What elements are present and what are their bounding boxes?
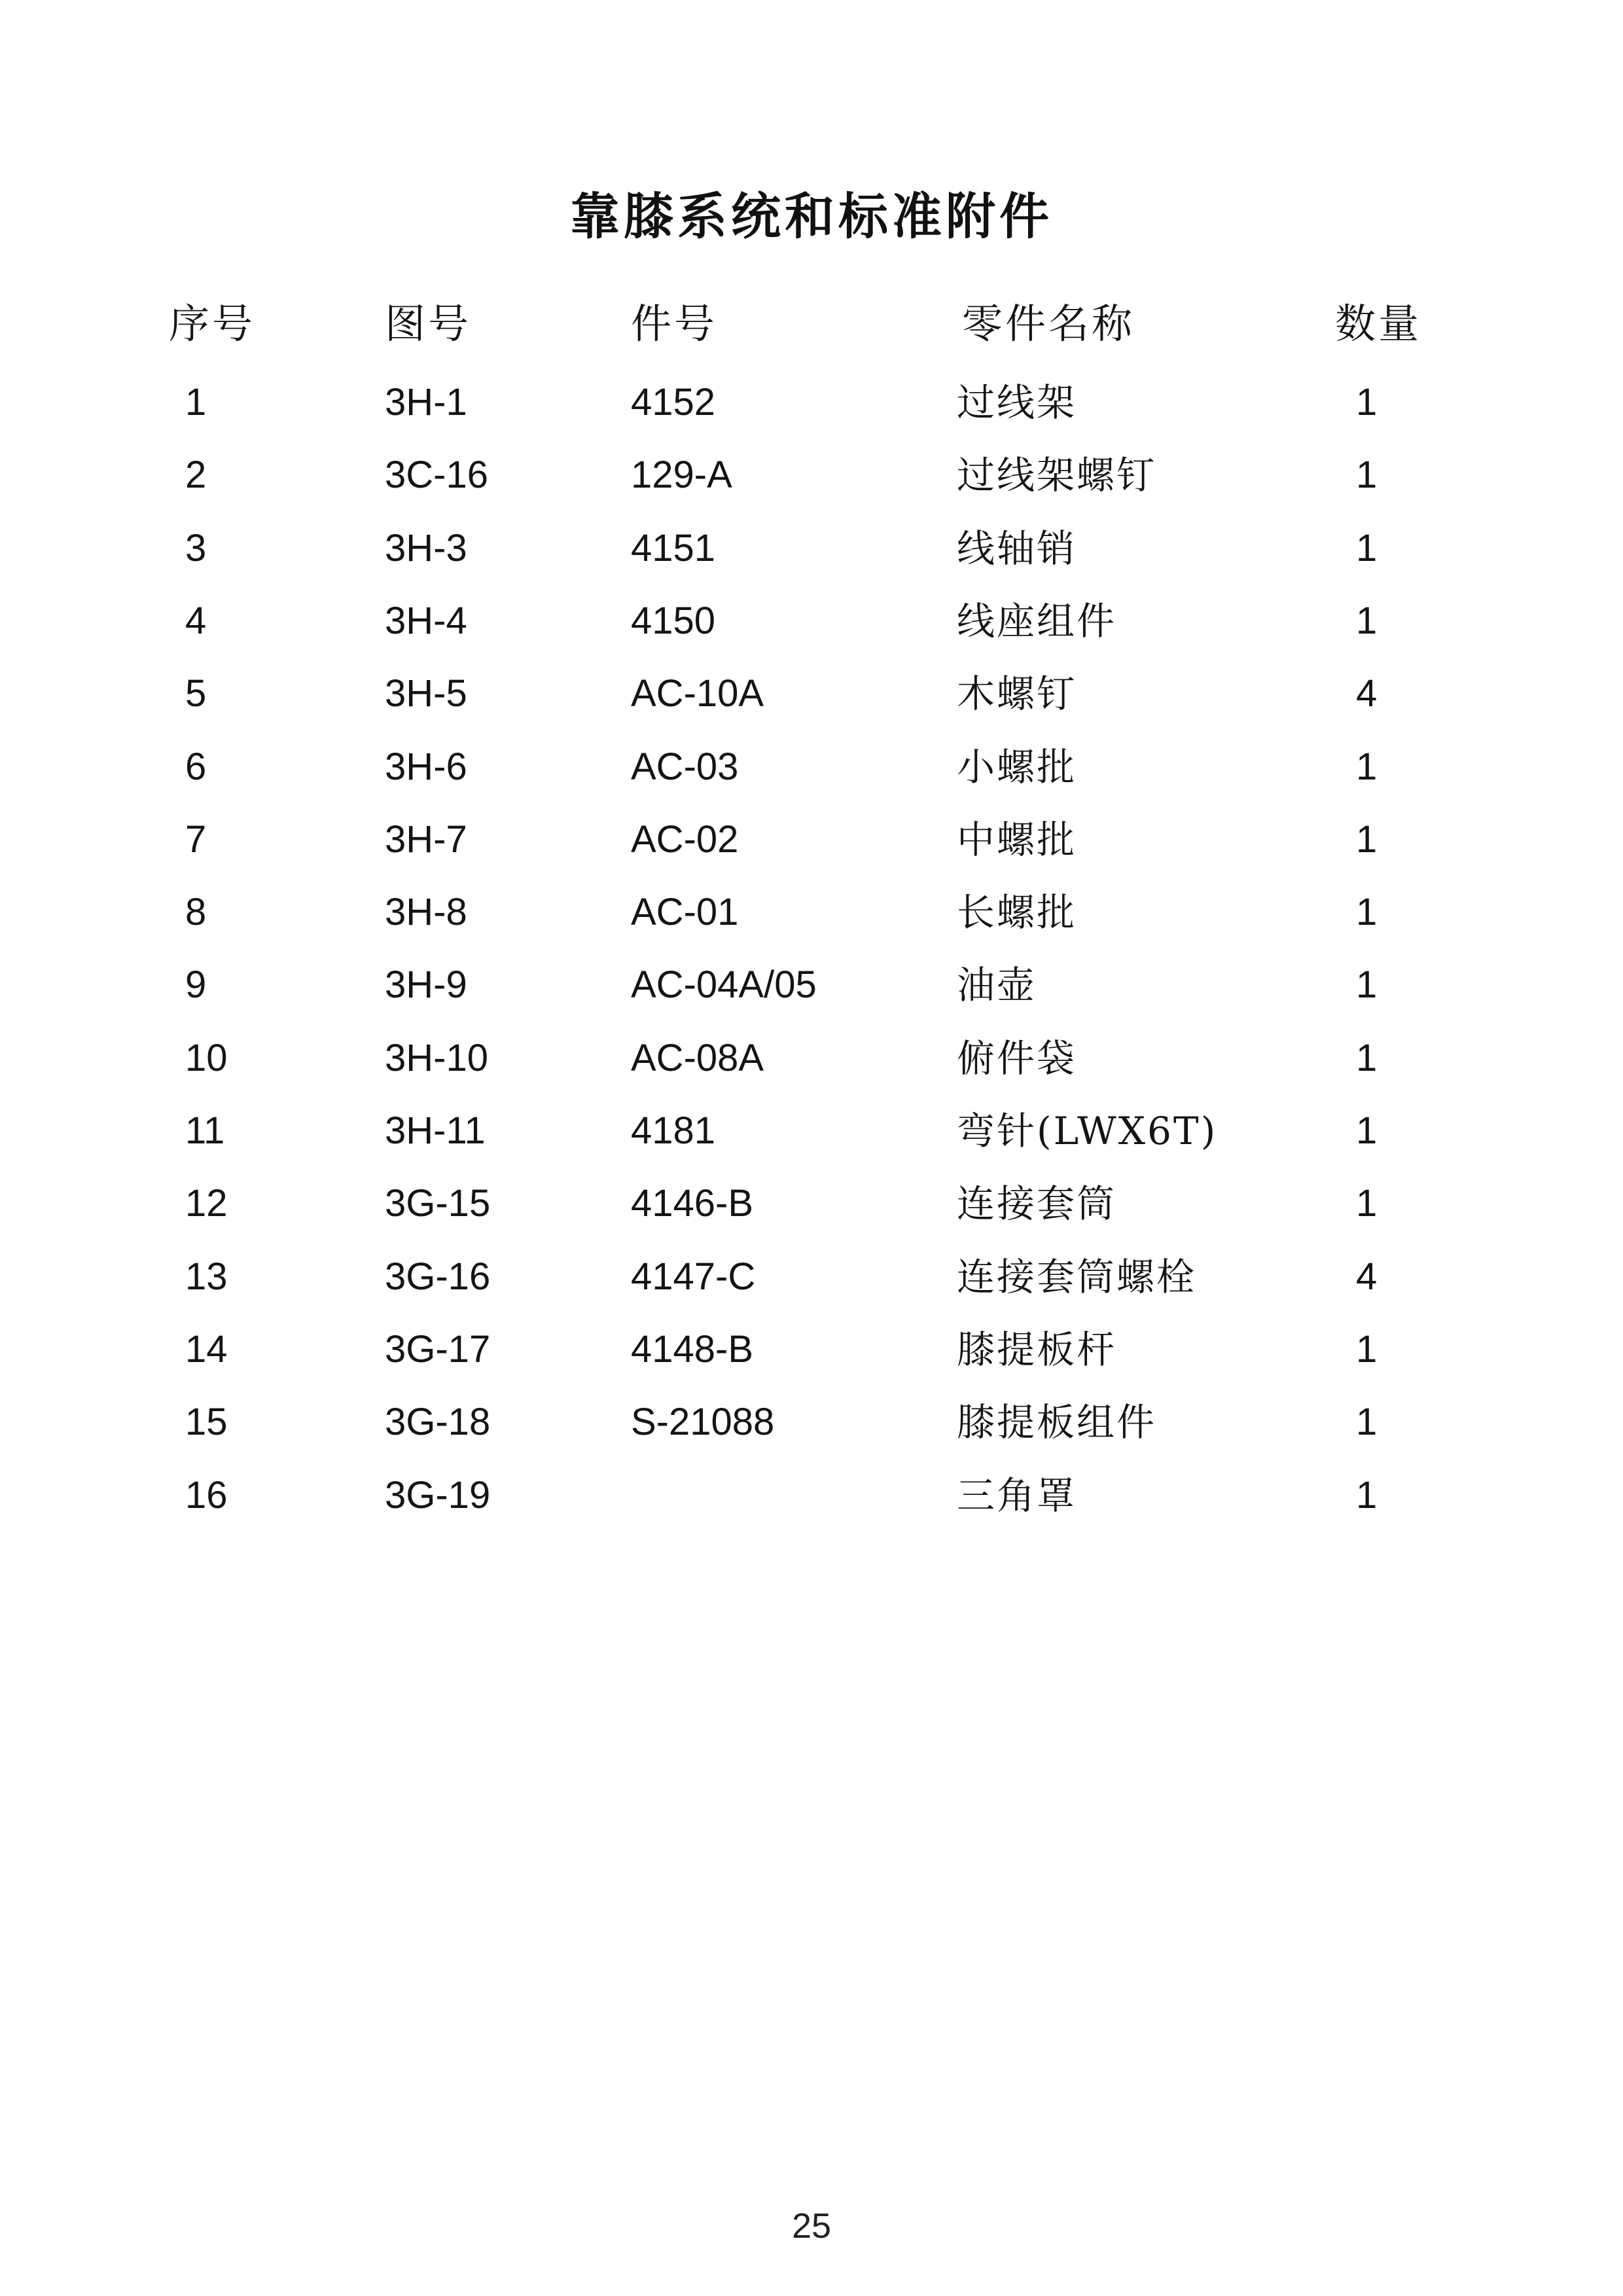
cell-index: 11 <box>185 1109 225 1152</box>
cell-quantity: 1 <box>1356 599 1378 642</box>
cell-index: 14 <box>185 1327 228 1371</box>
header-part-name: 零件名称 <box>962 300 1135 348</box>
header-quantity: 数量 <box>1335 300 1422 348</box>
cell-part-no: AC-04A/05 <box>631 963 817 1007</box>
cell-quantity: 1 <box>1356 454 1378 497</box>
cell-part-name: 小螺批 <box>957 744 1077 789</box>
table-row <box>0 804 1623 876</box>
cell-part-no: 4146-B <box>631 1182 754 1225</box>
cell-figure: 3H-7 <box>385 817 467 861</box>
cell-figure: 3H-8 <box>385 891 467 934</box>
cell-quantity: 1 <box>1356 1036 1378 1079</box>
table-row <box>0 1022 1623 1094</box>
page-number: 25 <box>791 2206 832 2246</box>
cell-index: 12 <box>185 1182 228 1225</box>
cell-part-name: 线轴销 <box>957 526 1077 571</box>
cell-quantity: 1 <box>1356 1401 1378 1444</box>
cell-index: 15 <box>185 1401 228 1444</box>
cell-quantity: 4 <box>1356 1255 1378 1298</box>
cell-quantity: 1 <box>1356 1109 1378 1152</box>
page-title: 靠膝系统和标准附件 <box>570 187 1053 245</box>
cell-index: 4 <box>185 599 207 642</box>
cell-quantity: 1 <box>1356 1327 1378 1371</box>
cell-quantity: 1 <box>1356 891 1378 934</box>
cell-part-no: 4152 <box>631 381 716 423</box>
cell-part-name: 俯件袋 <box>957 1035 1077 1081</box>
cell-part-name: 油壶 <box>957 963 1037 1008</box>
header-index: 序号 <box>169 300 256 348</box>
header-part-no: 件号 <box>631 300 718 348</box>
cell-index: 6 <box>185 745 207 788</box>
cell-part-no: 4151 <box>631 526 716 569</box>
cell-part-name: 木螺钉 <box>957 672 1077 717</box>
cell-index: 8 <box>185 891 207 934</box>
cell-figure: 3H-3 <box>385 526 467 569</box>
cell-index: 7 <box>185 817 207 861</box>
table-row <box>0 1460 1623 1532</box>
cell-quantity: 1 <box>1356 381 1378 423</box>
cell-quantity: 1 <box>1356 817 1378 861</box>
table-row <box>0 1241 1623 1313</box>
table-row <box>0 367 1623 439</box>
cell-part-name: 三角罩 <box>957 1473 1077 1518</box>
cell-part-no: AC-02 <box>631 817 739 861</box>
cell-figure: 3H-1 <box>385 381 467 423</box>
cell-index: 3 <box>185 526 207 569</box>
cell-part-no: AC-01 <box>631 891 739 934</box>
cell-part-no: AC-10A <box>631 672 764 715</box>
cell-quantity: 4 <box>1356 672 1378 715</box>
cell-figure: 3G-17 <box>385 1327 491 1371</box>
cell-index: 5 <box>185 672 207 715</box>
cell-part-no: 4181 <box>631 1109 716 1152</box>
cell-index: 9 <box>185 963 207 1007</box>
cell-part-no: 4147-C <box>631 1255 756 1298</box>
table-row <box>0 585 1623 657</box>
cell-figure: 3H-4 <box>385 599 467 642</box>
cell-part-name: 过线架螺钉 <box>957 453 1157 498</box>
table-row <box>0 658 1623 730</box>
cell-part-name: 连接套筒螺栓 <box>957 1254 1197 1299</box>
cell-figure: 3H-6 <box>385 745 467 788</box>
cell-part-name: 线座组件 <box>957 598 1117 643</box>
table-row <box>0 876 1623 948</box>
table-row <box>0 1314 1623 1386</box>
cell-index: 2 <box>185 454 207 497</box>
cell-figure: 3C-16 <box>385 454 488 497</box>
cell-index: 16 <box>185 1473 228 1516</box>
cell-figure: 3H-11 <box>385 1109 486 1152</box>
cell-figure: 3G-16 <box>385 1255 491 1298</box>
cell-part-name: 膝提板组件 <box>957 1400 1157 1445</box>
table-row <box>0 512 1623 584</box>
table-row <box>0 1386 1623 1458</box>
cell-part-no: AC-08A <box>631 1036 764 1079</box>
cell-part-name: 中螺批 <box>957 817 1077 862</box>
cell-index: 10 <box>185 1036 228 1079</box>
cell-figure: 3G-18 <box>385 1401 491 1444</box>
cell-part-name: 膝提板杆 <box>957 1327 1117 1372</box>
table-row <box>0 731 1623 803</box>
cell-part-name: 连接套筒 <box>957 1181 1117 1227</box>
cell-figure: 3H-5 <box>385 672 467 715</box>
cell-quantity: 1 <box>1356 1473 1378 1516</box>
cell-part-name: 长螺批 <box>957 890 1077 935</box>
table-row <box>0 1095 1623 1167</box>
cell-part-name: 弯针(LWX6T) <box>957 1109 1218 1153</box>
table-row <box>0 439 1623 511</box>
cell-part-no: 4148-B <box>631 1327 754 1371</box>
table-row <box>0 1168 1623 1240</box>
cell-part-no: S-21088 <box>631 1401 775 1444</box>
cell-quantity: 1 <box>1356 526 1378 569</box>
cell-quantity: 1 <box>1356 1182 1378 1225</box>
cell-quantity: 1 <box>1356 963 1378 1007</box>
cell-part-no: AC-03 <box>631 745 739 788</box>
cell-part-no: 129-A <box>631 454 732 497</box>
cell-figure: 3G-19 <box>385 1473 491 1516</box>
cell-index: 13 <box>185 1255 228 1298</box>
cell-part-no: 4150 <box>631 599 716 642</box>
header-figure: 图号 <box>385 300 472 348</box>
cell-figure: 3G-15 <box>385 1182 491 1225</box>
table-row <box>0 949 1623 1021</box>
cell-part-name: 过线架 <box>957 380 1077 425</box>
cell-figure: 3H-10 <box>385 1036 488 1079</box>
cell-figure: 3H-9 <box>385 963 467 1007</box>
cell-index: 1 <box>185 381 207 423</box>
cell-quantity: 1 <box>1356 745 1378 788</box>
